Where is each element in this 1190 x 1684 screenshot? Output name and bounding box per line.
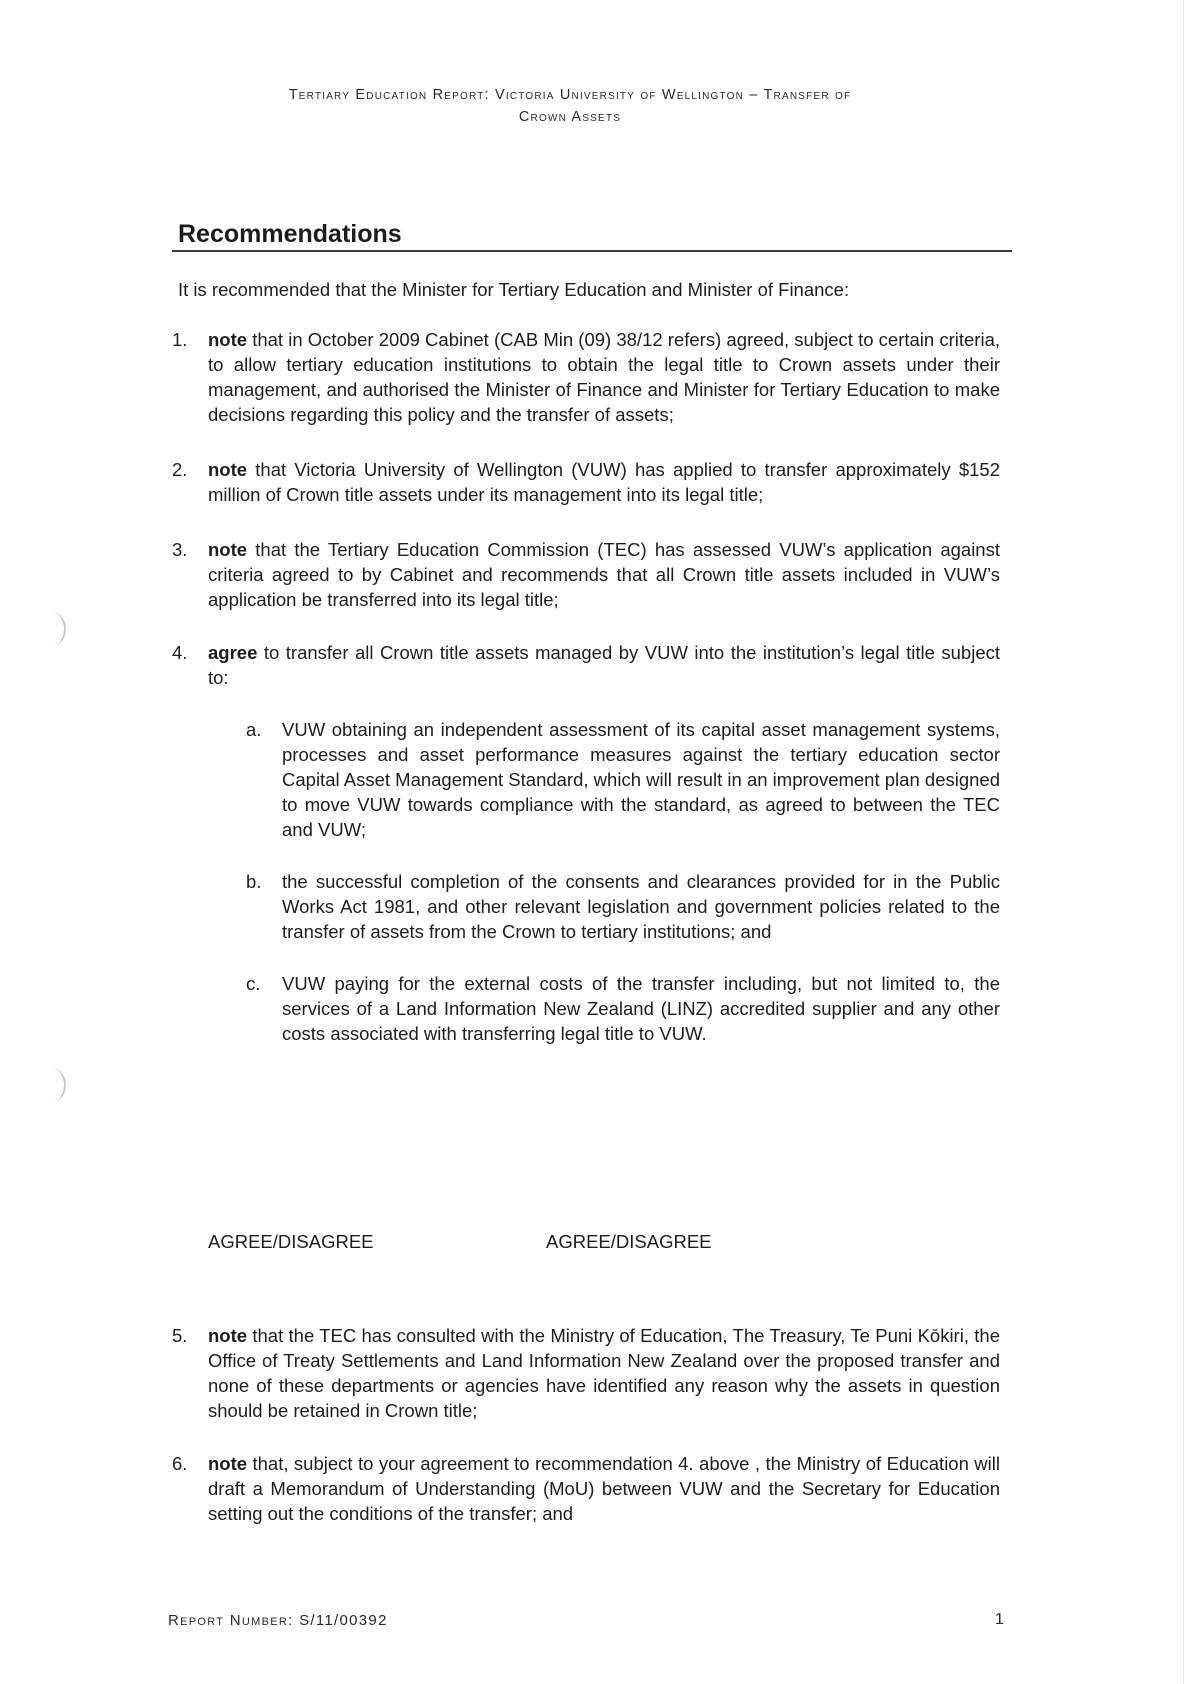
- recommendation-item: [172, 457, 1000, 507]
- running-header-line-2: Crown Assets: [518, 109, 622, 125]
- condition-letter: a.: [246, 719, 262, 740]
- condition-text: the successful completion of the consents and clearances provided for in the Public Works Act 1981, and other relevant legislation and government policies related to the transfer of assets from the Crown to tertiary institutions; and: [282, 871, 1000, 942]
- heading-rule: [172, 250, 1012, 252]
- recommendations-list: [172, 327, 1000, 1046]
- recommendation-text: that Victoria University of Wellington (VUW) has applied to transfer approximately $152 million of Crown title assets under its management into its legal title;: [208, 459, 1000, 505]
- recommendation-item: [172, 537, 1000, 612]
- agree-disagree-minister-2[interactable]: AGREE/DISAGREE: [546, 1231, 712, 1252]
- recommendation-verb: note: [208, 539, 248, 560]
- conditions-list: [208, 717, 1000, 1046]
- running-header-line-1: Tertiary Education Report: Victoria University of Wellington – Transfer of: [288, 87, 852, 103]
- recommendation-number: 3.: [172, 539, 188, 560]
- condition-letter: b.: [246, 871, 262, 892]
- recommendation-number: 4.: [172, 642, 188, 663]
- page-edge: [1183, 0, 1184, 1684]
- condition-item: [246, 869, 1000, 944]
- condition-text: VUW paying for the external costs of the transfer including, but not limited to, the services of a Land Information New Zealand (LINZ) accredited supplier and any other costs associated with transferring legal title to VUW.: [282, 973, 1000, 1044]
- recommendation-verb: note: [208, 1325, 248, 1346]
- recommendation-item: [172, 640, 1000, 1046]
- recommendation-number: 5.: [172, 1325, 188, 1346]
- punch-hole-mark: [38, 612, 66, 646]
- recommendation-verb: agree: [208, 642, 258, 663]
- recommendation-number: 6.: [172, 1453, 188, 1474]
- intro-text: It is recommended that the Minister for Tertiary Education and Minister of Finance:: [178, 279, 850, 300]
- punch-hole-mark: [38, 1068, 66, 1102]
- section-heading: Recommendations: [178, 220, 402, 248]
- condition-item: [246, 971, 1000, 1046]
- recommendations-list-continued: [172, 1323, 1000, 1526]
- recommendation-verb: note: [208, 329, 248, 350]
- recommendation-verb: note: [208, 1453, 248, 1474]
- recommendation-item: [172, 1451, 1000, 1526]
- recommendation-text: to transfer all Crown title assets managed by VUW into the institution’s legal title subject to:: [208, 642, 1000, 688]
- recommendation-text: that the Tertiary Education Commission (TEC) has assessed VUW’s application against criteria agreed to by Cabinet and recommends that all Crown title assets included in VUW’s application be transferred into its legal title;: [208, 539, 1000, 610]
- recommendation-number: 2.: [172, 459, 188, 480]
- recommendation-text: that, subject to your agreement to recommendation 4. above , the Ministry of Education will draft a Memorandum of Understanding (MoU) between VUW and the Secretary for Education setting out the conditions of the transfer; and: [208, 1453, 1000, 1524]
- running-header: [150, 84, 990, 128]
- condition-item: [246, 717, 1000, 842]
- recommendation-text: that in October 2009 Cabinet (CAB Min (09) 38/12 refers) agreed, subject to certain criteria, to allow tertiary education institutions to obtain the legal title to Crown assets under their management, and authorised the Minister of Finance and Minister for Tertiary Education to make decisions regarding this policy and the transfer of assets;: [208, 329, 1000, 425]
- agree-disagree-minister-1[interactable]: AGREE/DISAGREE: [208, 1231, 374, 1252]
- recommendation-number: 1.: [172, 329, 188, 350]
- recommendation-item: [172, 327, 1000, 427]
- page-number: 1: [995, 1611, 1004, 1628]
- report-number: Report Number: S/11/00392: [168, 1612, 388, 1629]
- recommendation-text: that the TEC has consulted with the Ministry of Education, The Treasury, Te Puni Kōkiri, the Office of Treaty Settlements and Land Information New Zealand over the proposed transfer and none of these departments or agencies have identified any reason why the assets in question should be retained in Crown title;: [208, 1325, 1000, 1421]
- recommendation-verb: note: [208, 459, 248, 480]
- condition-letter: c.: [246, 973, 261, 994]
- condition-text: VUW obtaining an independent assessment of its capital asset management systems, processes and asset performance measures against the tertiary education sector Capital Asset Management Standard, which will result in an improvement plan designed to move VUW towards compliance with the standard, as agreed to between the TEC and VUW;: [282, 719, 1000, 840]
- recommendation-item: [172, 1323, 1000, 1423]
